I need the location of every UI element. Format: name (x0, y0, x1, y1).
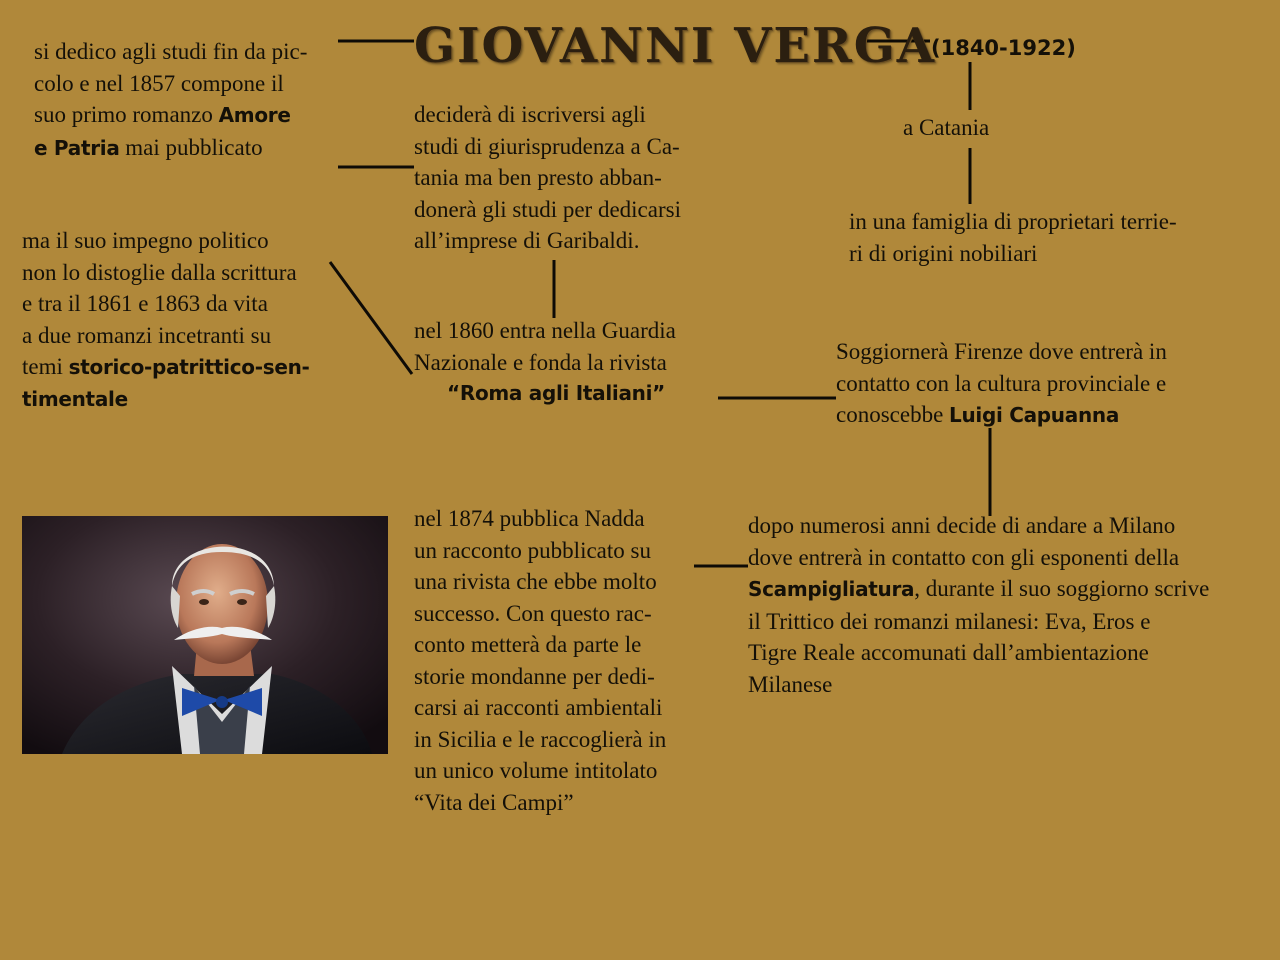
childhood-line: colo e nel 1857 compone il (34, 70, 284, 96)
milan-line: Milanese (748, 671, 833, 697)
nedda-line: un unico volume intitolato (414, 758, 658, 783)
nedda-line: conto metterà da parte le (414, 632, 642, 657)
nedda-line: nel 1874 pubblica Nadda (414, 506, 645, 531)
magazine-title: “Roma agli Italiani” (447, 381, 666, 405)
nedda-line: “Vita dei Campi” (414, 789, 574, 815)
milan-text (748, 510, 1209, 700)
law-line: studi di giurisprudenza a Ca- (414, 133, 680, 159)
nedda-text (414, 503, 666, 818)
guard-text (414, 315, 676, 410)
nedda-line: in Sicilia e le raccoglierà in (414, 726, 667, 752)
florence-line (836, 399, 1167, 432)
florence-text (836, 336, 1167, 432)
milan-line: dopo numerosi anni decide di andare a Milano (748, 513, 1176, 538)
law-line: donerà gli studi per dedicarsi (414, 196, 681, 222)
florence-line: Soggiornerà Firenze dove entrerà in (836, 339, 1167, 364)
law-line: all’imprese di Garibaldi. (414, 228, 640, 253)
family-line: ri di origini nobiliari (849, 240, 1038, 266)
childhood-line (34, 99, 307, 132)
milan-line (748, 573, 1209, 606)
milan-line: il Trittico dei romanzi milanesi: Eva, Eros e (748, 608, 1151, 634)
nedda-line: una rivista che ebbe molto (414, 569, 657, 594)
politics-line: a due romanzi incetranti su (22, 322, 272, 348)
themes-bold: storico-patrittico-sen- (68, 355, 310, 379)
florence-line: contatto con la cultura provinciale e (836, 370, 1167, 396)
childhood-line-text: mai pubblicato (119, 134, 263, 160)
connector-politics-guard (330, 262, 412, 374)
verga-portrait (22, 516, 388, 754)
family-text (849, 206, 1177, 269)
florence-line-text: conoscebbe (836, 402, 950, 427)
family-line: in una famiglia di proprietari terrie- (849, 209, 1177, 234)
nedda-line: un racconto pubblicato su (414, 537, 651, 563)
childhood-line-text: suo primo romanzo (34, 102, 219, 127)
law-studies-text (414, 99, 681, 257)
page-title: GIOVANNI VERGA (414, 18, 937, 74)
life-dates: (1840-1922) (931, 36, 1076, 60)
politics-line: non lo distoglie dalla scrittura (22, 259, 297, 285)
novel-title-amore: Amore (218, 103, 291, 127)
politics-text (22, 225, 310, 415)
childhood-line (34, 132, 307, 165)
politics-line (22, 351, 310, 384)
nedda-line: carsi ai racconti ambientali (414, 695, 663, 720)
law-line: deciderà di iscriversi agli (414, 102, 646, 127)
milan-line: dove entrerà in contatto con gli esponenti della (748, 544, 1180, 570)
politics-line-text: temi (22, 354, 69, 379)
birthplace-text: a Catania (903, 115, 990, 140)
scapigliatura-bold: Scampigliatura (748, 577, 915, 601)
childhood-line: si dedico agli studi fin da pic- (34, 39, 308, 64)
novel-title-patria: e Patria (34, 135, 120, 160)
nedda-line: storie mondanne per dedi- (414, 663, 655, 689)
milan-line: Tigre Reale accomunati dall’ambientazione (748, 640, 1149, 665)
milan-line-text: , durante il suo soggiorno scrive (914, 576, 1210, 601)
politics-line: e tra il 1861 e 1863 da vita (22, 291, 268, 316)
politics-line: ma il suo impegno politico (22, 228, 269, 253)
guard-line: Nazionale e fonda la rivista (414, 349, 667, 375)
law-line: tania ma ben presto abban- (414, 165, 662, 190)
capuana-name: Luigi Capuanna (949, 403, 1120, 427)
politics-line: timentale (22, 386, 128, 411)
nedda-line: successo. Con questo rac- (414, 600, 652, 626)
childhood-text (34, 36, 307, 164)
guard-line: nel 1860 entra nella Guardia (414, 318, 676, 343)
